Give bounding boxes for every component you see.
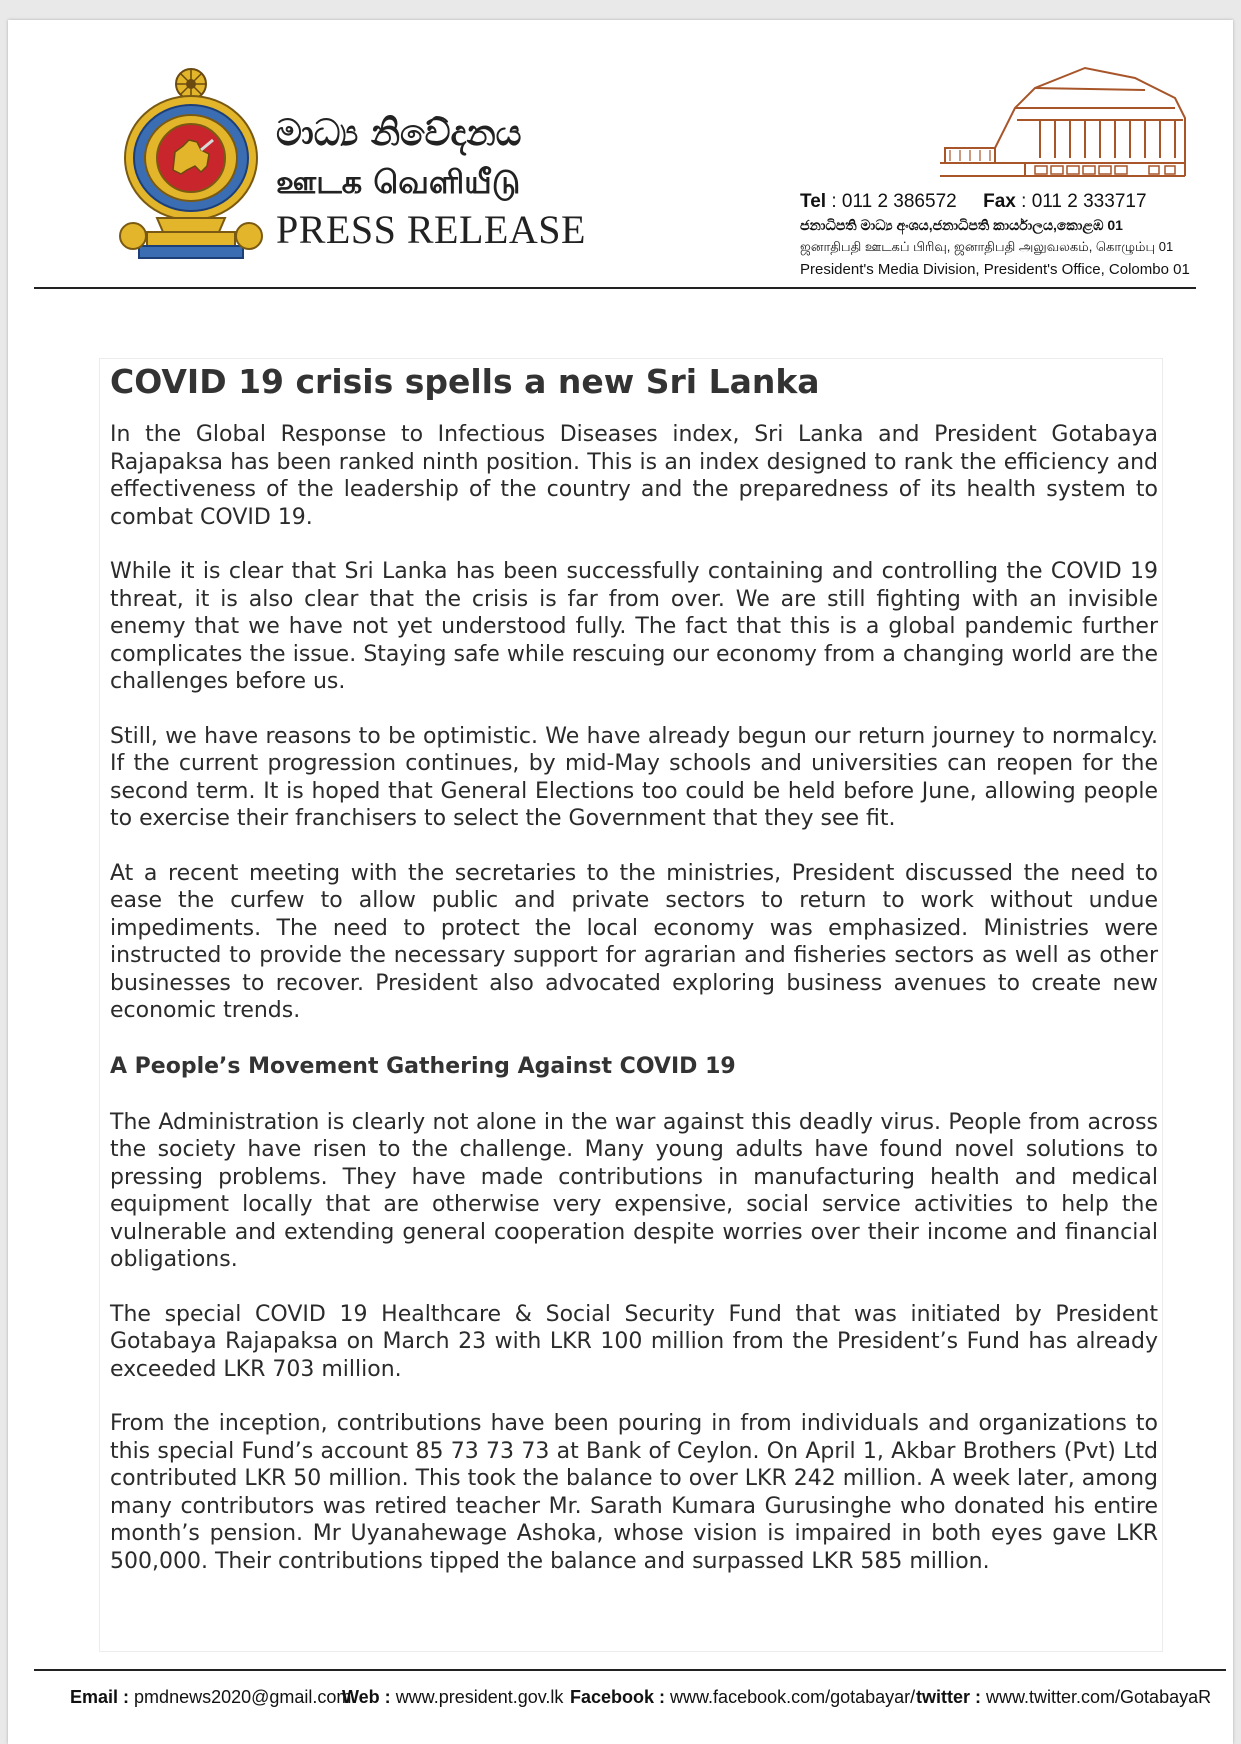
- title-tamil: ஊடக வெளியீடு: [276, 163, 521, 201]
- facebook-label: Facebook :: [570, 1687, 666, 1707]
- presidential-secretariat-building-icon: [935, 58, 1195, 188]
- email-label: Email :: [70, 1687, 130, 1707]
- article-paragraph: The special COVID 19 Healthcare & Social Security Fund that was initiated by President Gotabaya Rajapaksa on March 23 with LKR 100 million from the President’s Fund has already exceeded LKR 703 million.: [110, 1301, 1158, 1382]
- article-paragraph: Still, we have reasons to be optimistic. We have already begun our return journey to normalcy. If the current progression continues, by mid-May schools and universities can reopen for the second term. It is hoped that General Elections too could be held before June, allowing people to exercise their franchisers to select the Government that they see fit.: [110, 723, 1158, 831]
- phone-fax-line: [800, 190, 1205, 214]
- footer-twitter[interactable]: [916, 1680, 1211, 1714]
- facebook-link[interactable]: www.facebook.com/gotabayar/: [670, 1687, 916, 1707]
- article-paragraph: From the inception, contributions have been pouring in from individuals and organizations to this special Fund’s account 85 73 73 73 at Bank of Ceylon. On April 1, Akbar Brothers (Pvt) Ltd contributed LKR 50 million. This took the balance to over LKR 242 million. A week later, among many contributors was retired teacher Mr. Sarath Kumara Gurusinghe who donated his entire month’s pension. Mr Uyanahewage Ashoka, whose vision is impaired in both eyes gave LKR 500,000. Their contributions tipped the balance and surpassed LKR 585 million.: [110, 1411, 1158, 1574]
- title-sinhala: මාධ්‍ය නිවේදනය: [276, 112, 522, 154]
- footer-divider: [34, 1669, 1226, 1671]
- twitter-label: twitter :: [916, 1687, 981, 1707]
- web-link[interactable]: www.president.gov.lk: [395, 1687, 564, 1707]
- header-divider: [34, 287, 1196, 289]
- press-release-title-block: [276, 108, 586, 254]
- contact-details: [800, 190, 1205, 282]
- article-paragraph: The Administration is clearly not alone in the war against this deadly virus. People from across the society have risen to the challenge. Many young adults have found novel solutions to pressing problems. They have made contributions in manufacturing health and medical equipment locally that are otherwise very expensive, social service activities to help the vulnerable and extending general cooperation despite worries over their income and financial obligations.: [110, 1109, 1158, 1272]
- footer-email[interactable]: [70, 1680, 351, 1714]
- tel-label: Tel: [800, 191, 827, 212]
- title-english: PRESS RELEASE: [276, 207, 586, 252]
- article-body: [110, 358, 1158, 1602]
- footer-web[interactable]: [342, 1680, 563, 1714]
- tel-value: : 011 2 386572: [831, 191, 957, 212]
- article-subheading: A People’s Movement Gathering Against COVID 19: [110, 1053, 736, 1079]
- fax-label: Fax: [983, 191, 1016, 212]
- sri-lanka-emblem-icon: [117, 66, 265, 264]
- footer-contacts: [70, 1680, 1210, 1714]
- article-paragraph: While it is clear that Sri Lanka has been successfully containing and controlling the COVID 19 threat, it is also clear that the crisis is far from over. We are still fighting with an invisible enemy that we have not yet understood fully. The fact that this is a global pandemic further complicates the issue. Staying safe while rescuing our economy from a changing world are the challenges before us.: [110, 559, 1158, 694]
- twitter-link[interactable]: www.twitter.com/GotabayaR: [986, 1687, 1212, 1707]
- fax-value: : 011 2 333717: [1021, 191, 1147, 212]
- article-headline: COVID 19 crisis spells a new Sri Lanka: [110, 362, 820, 401]
- address-sinhala: ජනාධිපති මාධ්‍ය අංශය,ජනාධිපති කාර්යාලය,කොළඹ 01: [800, 217, 1123, 233]
- footer-facebook[interactable]: [570, 1680, 915, 1714]
- article-paragraph: In the Global Response to Infectious Diseases index, Sri Lanka and President Gotabaya Rajapaksa has been ranked ninth position. This is an index designed to rank the efficiency and effectiveness of the leadership of the country and the preparedness of its health system to combat COVID 19.: [110, 422, 1158, 530]
- article-paragraph: At a recent meeting with the secretaries to the ministries, President discussed the need to ease the curfew to allow public and private sectors to return to work without undue impediments. The need to protect the local economy was emphasized. Ministries were instructed to provide the necessary support for agrarian and fisheries sectors as well as other businesses to recover. President also advocated exploring business avenues to create new economic trends.: [110, 860, 1158, 1023]
- email-link[interactable]: pmdnews2020@gmail.com: [134, 1687, 352, 1707]
- address-tamil: ஜனாதிபதி ஊடகப் பிரிவு, ஜனாதிபதி அலுவலகம், கொழும்பு 01: [800, 239, 1174, 254]
- address-english: President's Media Division, President's Office, Colombo 01: [800, 261, 1190, 278]
- web-label: Web :: [342, 1687, 391, 1707]
